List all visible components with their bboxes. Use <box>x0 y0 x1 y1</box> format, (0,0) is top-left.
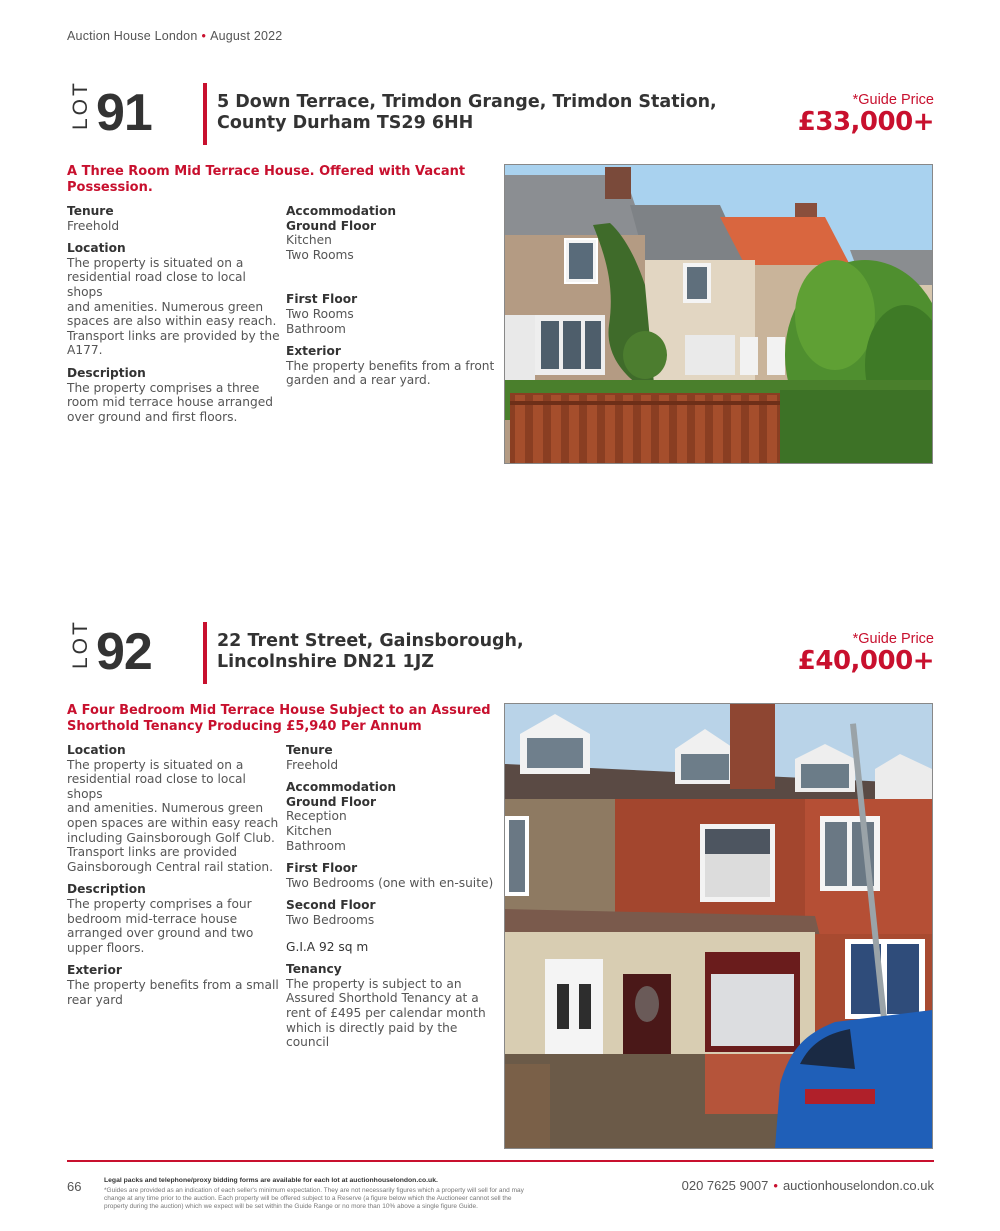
guide-price: £33,000+ <box>797 107 934 137</box>
address-line: Lincolnshire DN21 1JZ <box>217 652 434 672</box>
lot-headline <box>67 164 467 196</box>
detail-block-exterior <box>286 344 501 388</box>
detail-text: upper floors. <box>67 940 145 955</box>
header-separator: • <box>201 29 207 43</box>
lot-number: 91 <box>96 84 152 142</box>
detail-text: The property comprises a four <box>67 896 252 911</box>
detail-text: Kitchen <box>286 233 332 248</box>
detail-text: Bathroom <box>286 838 346 853</box>
detail-text: open spaces are within easy reach <box>67 815 279 830</box>
detail-heading: Second Floor <box>286 898 376 913</box>
contact-separator: • <box>773 1178 778 1193</box>
house-illustration <box>505 704 932 1148</box>
page-header <box>67 29 282 43</box>
detail-block-tenancy <box>286 962 501 1050</box>
detail-block-first-floor <box>286 292 501 336</box>
detail-text: Assured Shorthold Tenancy at a <box>286 991 479 1006</box>
detail-block-tenure <box>67 204 282 233</box>
disclaimer-line: change at any time prior to the auction. Each property will be offered subject to a Reserve (a figure below which the Auctioneer cannot sell the <box>104 1195 512 1202</box>
detail-text: Transport links are provided by the <box>67 328 280 343</box>
lot-label: LOT <box>69 619 92 669</box>
detail-text: arranged over ground and two <box>67 926 254 941</box>
lot-number: 92 <box>96 623 152 681</box>
detail-text: over ground and first floors. <box>67 409 238 424</box>
detail-text: The property is situated on a <box>67 255 244 270</box>
detail-text: The property is situated on a <box>67 757 244 772</box>
detail-text: residential road close to local shops <box>67 772 246 801</box>
detail-text: Two Bedrooms <box>286 912 375 927</box>
headline-line: Possession. <box>67 180 153 195</box>
legal-packs-note: Legal packs and telephone/proxy bidding forms are available for each lot at auctionhouselondon.co.uk. <box>104 1177 438 1184</box>
lot-divider <box>203 622 207 684</box>
details-right-column <box>286 743 501 1058</box>
detail-subheading: Ground Floor <box>286 218 376 233</box>
detail-heading: First Floor <box>286 292 358 307</box>
detail-text: Two Bedrooms (one with en-suite) <box>286 875 494 890</box>
detail-block-location <box>67 241 282 358</box>
detail-heading: Exterior <box>67 963 122 978</box>
detail-text: The property is subject to an <box>286 976 462 991</box>
detail-text: Reception <box>286 809 347 824</box>
guide-price-label: *Guide Price <box>852 92 934 108</box>
detail-text: Transport links are provided <box>67 845 237 860</box>
detail-heading: Tenure <box>67 204 114 218</box>
detail-heading: First Floor <box>286 861 358 876</box>
address-line: 22 Trent Street, Gainsborough, <box>217 631 524 651</box>
detail-text: rent of £495 per calendar month <box>286 1005 486 1020</box>
detail-text: room mid terrace house arranged <box>67 395 273 410</box>
headline-line: A Four Bedroom Mid Terrace House Subject to an Assured <box>67 703 491 718</box>
detail-text: garden and a rear yard. <box>286 373 431 388</box>
detail-heading: Location <box>67 743 126 757</box>
detail-text: Two Rooms <box>286 247 354 262</box>
details-right-column <box>286 204 501 396</box>
property-photo <box>504 164 933 464</box>
detail-text: Freehold <box>67 218 120 233</box>
detail-text: Two Rooms <box>286 306 354 321</box>
detail-block-location <box>67 743 282 874</box>
floor-area: G.I.A 92 sq m <box>286 939 369 954</box>
detail-heading: Location <box>67 241 126 256</box>
address-line: 5 Down Terrace, Trimdon Grange, Trimdon Station, <box>217 92 717 112</box>
detail-text: which is directly paid by the council <box>286 1020 458 1050</box>
detail-text: rear yard <box>67 992 123 1007</box>
address-line: County Durham TS29 6HH <box>217 113 474 133</box>
headline-line: A Three Room Mid Terrace House. Offered with Vacant <box>67 164 466 179</box>
lot-headline <box>67 703 497 735</box>
guide-price: £40,000+ <box>797 646 934 676</box>
detail-text: Kitchen <box>286 823 332 838</box>
guide-price-label: *Guide Price <box>852 631 934 647</box>
detail-heading: Tenancy <box>286 962 342 977</box>
detail-text: The property benefits from a front <box>286 358 495 373</box>
footer-contact <box>660 1178 934 1193</box>
detail-block-exterior <box>67 963 282 1007</box>
detail-text: Freehold <box>286 757 339 772</box>
lot-label: LOT <box>69 80 92 130</box>
house-illustration <box>505 165 932 463</box>
issue-date: August 2022 <box>210 29 283 43</box>
detail-text: A177. <box>67 343 103 358</box>
detail-block-accommodation <box>286 780 501 853</box>
page-number: 66 <box>67 1179 82 1194</box>
disclaimer-line: *Guides are provided as an indication of each seller's minimum expectation. They are not necessarily figures which a property will sell for and may <box>104 1187 524 1194</box>
detail-text: The property benefits from a small <box>67 977 279 992</box>
property-photo <box>504 703 933 1149</box>
detail-text: and amenities. Numerous green <box>67 299 264 314</box>
detail-block-gia <box>286 940 501 955</box>
website-link[interactable]: auctionhouselondon.co.uk <box>782 1178 934 1193</box>
detail-block-second-floor <box>286 898 501 927</box>
detail-heading: Tenure <box>286 743 333 757</box>
headline-line: Shorthold Tenancy Producing £5,940 Per Annum <box>67 719 422 734</box>
detail-block-description <box>67 366 282 424</box>
details-left-column <box>67 204 282 432</box>
detail-block-first-floor <box>286 861 501 890</box>
guide-disclaimer <box>104 1187 634 1211</box>
detail-text: and amenities. Numerous green <box>67 801 264 816</box>
details-left-column <box>67 743 282 1015</box>
footer-divider <box>67 1160 934 1162</box>
detail-text: The property comprises a three <box>67 380 260 395</box>
detail-text: Gainsborough Central rail station. <box>67 859 274 874</box>
detail-heading: Description <box>67 882 146 897</box>
detail-heading: Accommodation <box>286 204 397 218</box>
detail-heading: Accommodation <box>286 780 397 795</box>
detail-block-description <box>67 882 282 955</box>
detail-text: residential road close to local shops <box>67 270 246 299</box>
detail-block-accommodation <box>286 204 501 262</box>
lot-divider <box>203 83 207 145</box>
disclaimer-line: property during the auction) which we expect will be set within the Guide Range or no more than 10% above a single figure Guide. <box>104 1203 478 1210</box>
detail-block-tenure <box>286 743 501 772</box>
brand-name: Auction House London <box>67 29 198 43</box>
phone-number[interactable]: 020 7625 9007 <box>681 1178 769 1193</box>
detail-text: including Gainsborough Golf Club. <box>67 830 275 845</box>
detail-subheading: Ground Floor <box>286 794 376 809</box>
detail-heading: Exterior <box>286 344 341 359</box>
detail-text: bedroom mid-terrace house <box>67 911 238 926</box>
detail-text: Bathroom <box>286 321 346 336</box>
detail-text: spaces are also within easy reach. <box>67 314 277 329</box>
detail-heading: Description <box>67 365 146 380</box>
